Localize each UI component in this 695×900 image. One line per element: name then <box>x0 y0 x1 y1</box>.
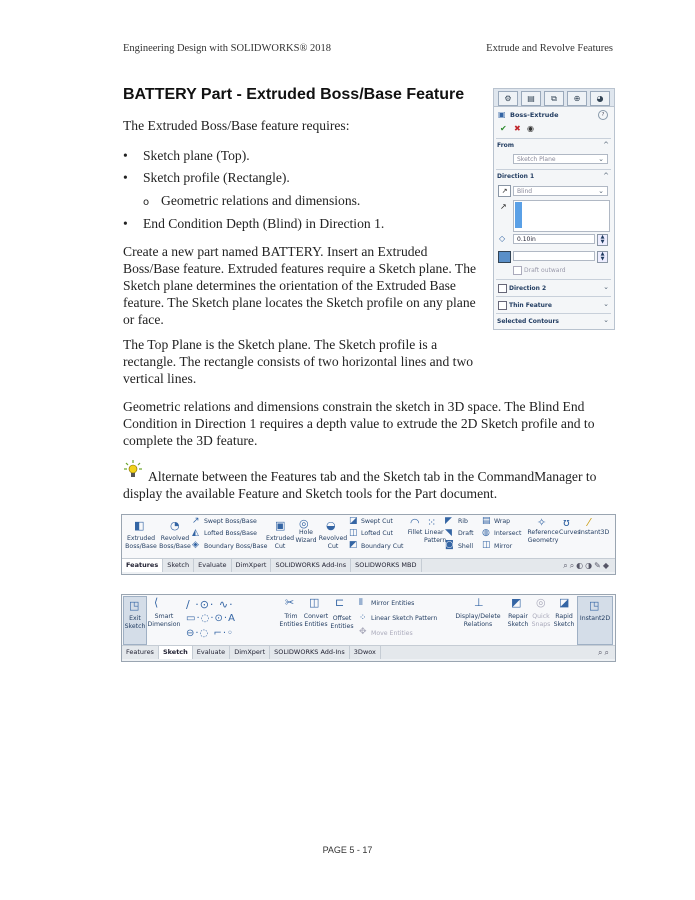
tab-sketch[interactable]: Sketch <box>159 646 193 659</box>
convert-entities-button[interactable]: Convert Entities <box>303 613 329 628</box>
tab-solidworks-add-ins[interactable]: SOLIDWORKS Add-Ins <box>271 559 351 572</box>
features-command-manager <box>121 514 616 575</box>
thin-feature-checkbox[interactable] <box>498 301 507 310</box>
direction2-label: Direction 2 <box>509 285 547 292</box>
intersect-icon: ◍ <box>482 528 490 538</box>
lofted-cut-icon: ◫ <box>349 528 358 538</box>
repair-sketch-icon: ◩ <box>511 596 522 609</box>
draft-outward-label: Draft outward <box>524 267 566 274</box>
instant2d-tool[interactable]: ◳ Instant2D <box>577 596 613 645</box>
curves-button[interactable]: Curves <box>559 529 581 536</box>
extruded-cut-icon: ▣ <box>275 519 286 532</box>
features-cm-tab-bar <box>122 558 615 572</box>
chevron-down-icon[interactable]: ⌄ <box>603 316 609 324</box>
shell-button[interactable]: Shell <box>458 543 474 550</box>
instant2d-icon: ◳ <box>589 599 600 612</box>
bullet-item: • End Condition Depth (Blind) in Direction 1. <box>123 216 385 231</box>
repair-sketch-button[interactable]: Repair Sketch <box>507 613 529 628</box>
extruded-boss-icon: ◧ <box>134 519 145 532</box>
hole-wizard-icon: ◎ <box>299 517 309 530</box>
direction2-checkbox[interactable] <box>498 284 507 293</box>
pm-title: Boss-Extrude <box>510 111 559 119</box>
tab-dimxpert[interactable]: DimXpert <box>232 559 272 572</box>
draft-outward-checkbox[interactable] <box>513 266 522 275</box>
collapse-chevron-icon[interactable]: ^ <box>603 141 609 149</box>
offset-entities-button[interactable]: Offset Entities <box>330 615 354 630</box>
rib-button[interactable]: Rib <box>458 518 468 525</box>
mirror-entities-button[interactable]: Mirror Entities <box>371 600 415 607</box>
quick-snaps-button[interactable]: Quick Snaps <box>531 613 551 628</box>
tab-features[interactable]: Features <box>122 559 163 572</box>
lightbulb-icon <box>123 459 143 479</box>
tab-dimxpert[interactable]: DimXpert <box>230 646 270 659</box>
move-entities-icon: ✥ <box>359 627 367 637</box>
direction-arrow-icon: ↗ <box>500 202 507 211</box>
from-section-label: From <box>497 142 515 149</box>
extruded-cut-button[interactable]: Extruded Cut <box>265 535 295 550</box>
relations-icon: ⊥ <box>474 596 484 609</box>
linear-sketch-pattern-icon: ⁘ <box>359 613 367 623</box>
tab-evaluate[interactable]: Evaluate <box>193 646 230 659</box>
exit-sketch-icon: ◳ <box>129 599 140 612</box>
linear-pattern-button[interactable]: Linear Pattern <box>424 529 447 544</box>
tab-solidworks-add-ins[interactable]: SOLIDWORKS Add-Ins <box>270 646 350 659</box>
chevron-down-icon: ⌄ <box>598 187 604 195</box>
chevron-down-icon[interactable]: ⌄ <box>603 300 609 308</box>
tip-line-2: display the available Feature and Sketch tools for the Part document. <box>123 486 498 501</box>
direction-selection-box[interactable] <box>513 200 610 232</box>
fillet-icon: ◠ <box>410 516 420 529</box>
collapse-chevron-icon[interactable]: ^ <box>603 172 609 180</box>
offset-entities-icon: ⊏ <box>335 596 345 609</box>
tab-sketch[interactable]: Sketch <box>163 559 194 572</box>
sketch-slot-icons[interactable]: ⊖·◌ ⌐·◦ <box>186 628 234 639</box>
thin-feature-label: Thin Feature <box>509 302 552 309</box>
pm-tab-bar <box>494 89 614 107</box>
tab-solidworks-mbd[interactable]: SOLIDWORKS MBD <box>351 559 421 572</box>
paragraph-geometric: Geometric relations and dimensions constrain the sketch in 3D space. The Blind End Condition in Direction 1 requires a depth value to extrude the 2D Sketch profile and to complete the 3D feature. <box>123 399 595 448</box>
bullet-item: • Sketch profile (Rectangle). <box>123 170 290 185</box>
paragraph-top-plane: The Top Plane is the Sketch plane. The Sketch profile is a rectangle. The rectangle consists of two horizontal lines and two vertical lines. <box>123 337 474 386</box>
reference-geometry-button[interactable]: Reference Geometry <box>527 529 559 544</box>
intersect-button[interactable]: Intersect <box>494 530 522 537</box>
extruded-boss-base-button[interactable]: Extruded Boss/Base <box>125 535 157 550</box>
sketch-command-manager <box>121 594 616 662</box>
convert-entities-icon: ◫ <box>309 596 320 609</box>
mirror-entities-icon: ⫴ <box>359 598 363 608</box>
rib-icon: ◤ <box>445 516 452 526</box>
chevron-down-icon[interactable]: ⌄ <box>603 283 609 291</box>
lofted-boss-icon: ◭ <box>192 528 199 538</box>
swept-boss-icon: ↗ <box>192 516 200 526</box>
reference-geometry-icon: ✧ <box>537 516 547 529</box>
revolved-boss-base-button[interactable]: Revolved Boss/Base <box>159 535 191 550</box>
lofted-boss-base-button[interactable]: Lofted Boss/Base <box>204 530 257 537</box>
reverse-direction-icon[interactable]: ↗ <box>498 185 511 197</box>
bullet-item: • Sketch plane (Top). <box>123 148 250 163</box>
trim-entities-button[interactable]: Trim Entities <box>279 613 303 628</box>
running-header-left: Engineering Design with SOLIDWORKS® 2018 <box>123 43 332 54</box>
display-delete-relations-button[interactable]: Display/Delete Relations <box>455 613 501 628</box>
depth-spinner[interactable]: ▲ ▼ <box>597 234 608 246</box>
end-condition-dropdown[interactable]: Blind ⌄ <box>513 186 608 196</box>
draft-icon: ◥ <box>445 528 452 538</box>
sketch-cm-tab-bar <box>122 645 615 659</box>
selected-contours-label: Selected Contours <box>497 318 559 325</box>
boundary-boss-icon: ◈ <box>192 540 199 550</box>
curves-icon: ʊ <box>563 516 570 529</box>
smart-dimension-button[interactable]: Smart Dimension <box>147 613 181 628</box>
sub-bullet-item: o Geometric relations and dimensions. <box>143 193 361 208</box>
tab-3dwox[interactable]: 3Dwox <box>350 646 381 659</box>
lofted-cut-button[interactable]: Lofted Cut <box>361 530 393 537</box>
property-manager-tab-icon[interactable]: ▤ <box>521 91 541 106</box>
preview-eye-icon[interactable]: ◉ <box>527 124 534 133</box>
exit-sketch-tool[interactable]: ◳ Exit Sketch <box>123 596 147 645</box>
property-manager <box>493 88 615 330</box>
page-number: PAGE 5 - 17 <box>322 845 373 855</box>
tip-line-1: Alternate between the Features tab and the Sketch tab in the CommandManager to <box>148 469 597 484</box>
wrap-button[interactable]: Wrap <box>494 518 511 525</box>
instant3d-button[interactable]: Instant3D <box>579 529 610 536</box>
draft-angle-input[interactable] <box>513 251 595 261</box>
help-icon[interactable]: ? <box>598 110 608 120</box>
configuration-manager-tab-icon[interactable]: ⧉ <box>544 91 564 106</box>
draft-icon[interactable] <box>498 251 511 263</box>
direction1-section-label: Direction 1 <box>497 173 535 180</box>
revolved-cut-button[interactable]: Revolved Cut <box>318 535 348 550</box>
chevron-down-icon: ⌄ <box>598 155 604 163</box>
linear-sketch-pattern-button[interactable]: Linear Sketch Pattern <box>371 615 438 622</box>
shell-icon: ◙ <box>445 540 454 550</box>
intro-text: The Extruded Boss/Base feature requires: <box>123 118 350 133</box>
swept-cut-button[interactable]: Swept Cut <box>361 518 393 525</box>
revolved-cut-icon: ◒ <box>326 519 336 532</box>
boss-extrude-icon: ▣ <box>498 110 506 119</box>
sketch-entities-icons[interactable]: ∕ ·⊙· ∿· <box>186 598 234 611</box>
rapid-sketch-icon: ◪ <box>559 596 570 609</box>
revolved-boss-icon: ◔ <box>170 519 180 532</box>
ok-check-icon[interactable]: ✔ <box>500 124 507 133</box>
wrap-icon: ▤ <box>482 516 491 526</box>
linear-pattern-icon: ⁙ <box>427 516 437 529</box>
search-icon[interactable]: ⌕⌕ <box>598 648 611 657</box>
tab-features[interactable]: Features <box>122 646 159 659</box>
feature-manager-tab-icon[interactable]: ⚙ <box>498 91 518 106</box>
quick-snaps-icon: ◎ <box>536 596 546 609</box>
tab-evaluate[interactable]: Evaluate <box>194 559 231 572</box>
move-entities-button[interactable]: Move Entities <box>371 630 413 637</box>
boundary-boss-base-button[interactable]: Boundary Boss/Base <box>204 543 268 550</box>
hole-wizard-button[interactable]: Hole Wizard <box>295 529 317 544</box>
instant3d-icon: ⁄ <box>588 516 590 529</box>
dimxpert-tab-icon[interactable]: ⊕ <box>567 91 587 106</box>
swept-boss-base-button[interactable]: Swept Boss/Base <box>204 518 257 525</box>
swept-cut-icon: ◪ <box>349 516 358 526</box>
boundary-cut-icon: ◩ <box>349 540 358 550</box>
draft-button[interactable]: Draft <box>458 530 474 537</box>
mirror-icon: ◫ <box>482 540 491 550</box>
boundary-cut-button[interactable]: Boundary Cut <box>361 543 404 550</box>
fillet-button[interactable]: Fillet <box>407 529 423 536</box>
sketch-shapes-icons[interactable]: ▭·◌·⊙·A <box>186 613 236 624</box>
rapid-sketch-button[interactable]: Rapid Sketch <box>553 613 575 628</box>
cancel-x-icon[interactable]: ✖ <box>514 124 521 133</box>
paragraph-extruded: Create a new part named BATTERY. Insert an Extruded Boss/Base feature. Extruded features require a Sketch plane. The Sketch plane determines the orientation of the Extruded Base feature. The Sketch plane locates the Sketch profile on any plane or face. <box>123 244 477 327</box>
depth-icon: ◇ <box>499 234 506 243</box>
display-manager-tab-icon[interactable]: ◕ <box>590 91 610 106</box>
smart-dimension-icon: ⟨ <box>154 596 159 609</box>
draft-spinner[interactable]: ▲ ▼ <box>597 251 608 263</box>
depth-input[interactable]: 0.10in <box>513 234 595 244</box>
trim-entities-icon: ✂ <box>285 596 295 609</box>
mirror-button[interactable]: Mirror <box>494 543 513 550</box>
section-title: BATTERY Part - Extruded Boss/Base Feature <box>123 86 465 103</box>
running-header-right: Extrude and Revolve Features <box>486 43 613 54</box>
view-tools-icon[interactable]: ⌕⌕◐◑✎◆ <box>563 561 611 570</box>
from-dropdown[interactable]: Sketch Plane ⌄ <box>513 154 608 164</box>
